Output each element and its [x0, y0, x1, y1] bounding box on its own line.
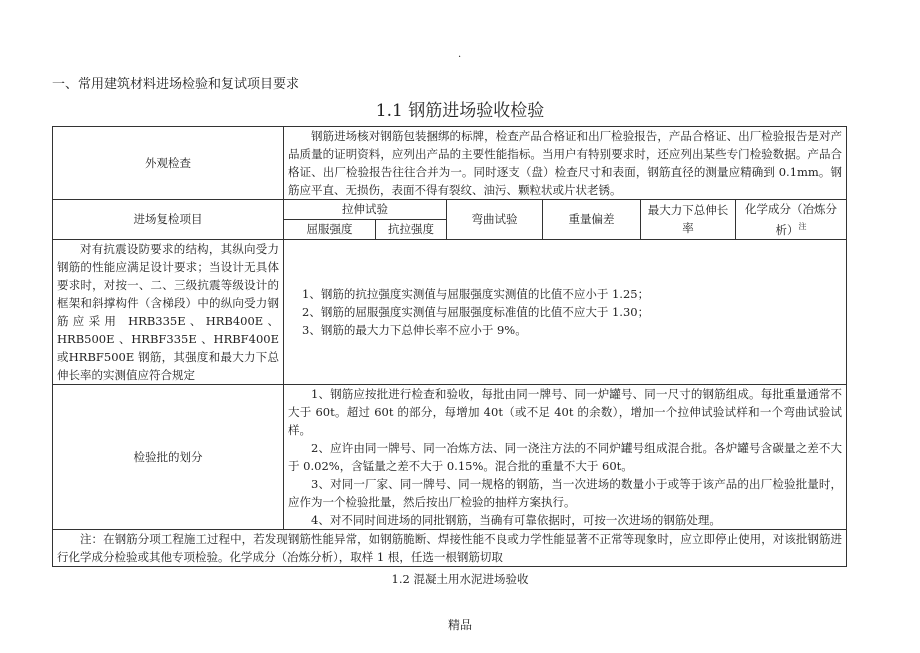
tensile-header: 拉伸试验 — [284, 200, 447, 220]
appearance-row — [53, 127, 847, 200]
page-footer: 精品 — [447, 617, 472, 632]
chemical-header — [736, 200, 847, 240]
weight-header: 重量偏差 — [543, 200, 641, 240]
seismic-item: 1、钢筋的抗拉强度实测值与屈服强度实测值的比值不应小于 1.25； — [302, 286, 650, 301]
retest-label: 进场复检项目 — [53, 200, 284, 240]
seismic-label: 对有抗震设防要求的结构，其纵向受力钢筋的性能应满足设计要求；当设计无具体要求时，对按一、二、三级抗震等级设计的框架和斜撑构件（含梯段）中的纵向受力钢筋应采用 HRB335E、HRB400E、HRB500E 、HRBF335E 、HRBF400E 或HRBF500E 钢筋，其强度和最大力下总伸长率的实测值应符合规定 — [57, 241, 279, 382]
bend-header: 弯曲试验 — [447, 200, 543, 240]
elongation-header: 最大力下总伸长率 — [641, 200, 736, 240]
seismic-row — [53, 239, 847, 384]
appearance-text: 钢筋进场核对钢筋包装捆绑的标牌，检查产品合格证和出厂检验报告，产品合格证、出厂检验报告是对产品质量的证明资料，应列出产品的主要性能指标。当用户有特别要求时，还应列出某些专门检验数据。产品合格证、出厂检验报告往往合并为一。同时逐支（盘）检查尺寸和表面，钢筋直径的测量应精确到 0.1mm。钢筋应平直、无损伤，表面不得有裂纹、油污、颗粒状或片状老锈。 — [288, 129, 843, 197]
note-row — [53, 529, 847, 566]
batch-item: 2、应许由同一牌号、同一冶炼方法、同一浇注方法的不同炉罐号组成混合批。各炉罐号含碳量之差不大于 0.02%，含锰量之差不大于 0.15%。混合批的重量不大于 60t。 — [288, 440, 843, 473]
appearance-label: 外观检查 — [53, 127, 284, 200]
note-text: 注：在钢筋分项工程施工过程中，若发现钢筋性能异常，如钢筋脆断、焊接性能不良或力学性能显著不正常等现象时，应立即停止使用，对该批钢筋进行化学成分检验或其他专项检验。化学成分（冶炼分析），取样 1 根，任选一根钢筋切取 — [57, 531, 843, 564]
chemical-label: 化学成分（冶炼分析） — [745, 202, 837, 237]
seismic-item: 3、钢筋的最大力下总伸长率不应小于 9%。 — [302, 322, 527, 337]
header-dot: . — [458, 49, 462, 60]
chemical-note-mark: 注 — [798, 222, 807, 231]
table-title: 1.1 钢筋进场验收检验 — [375, 101, 545, 121]
rebar-inspection-table — [52, 126, 847, 567]
batch-row — [53, 384, 847, 529]
ultimate-header: 抗拉强度 — [376, 219, 447, 239]
next-section-caption: 1.2 混凝土用水泥进场验收 — [391, 571, 529, 586]
batch-label: 检验批的划分 — [53, 384, 284, 529]
batch-item: 4、对不同时间进场的同批钢筋，当确有可靠依据时，可按一次进场的钢筋处理。 — [311, 512, 721, 527]
seismic-item: 2、钢筋的屈服强度实测值与屈服强度标准值的比值不应大于 1.30； — [302, 304, 650, 319]
batch-item: 3、对同一厂家、同一牌号、同一规格的钢筋，当一次进场的数量小于或等于该产品的出厂检验批量时，应作为一个检验批量，然后按出厂检验的抽样方案执行。 — [288, 476, 843, 509]
section-heading: 一、常用建筑材料进场检验和复试项目要求 — [52, 77, 300, 92]
retest-header-row — [53, 200, 847, 220]
yield-header: 屈服强度 — [284, 219, 376, 239]
batch-item: 1、钢筋应按批进行检查和验收，每批由同一牌号、同一炉罐号、同一尺寸的钢筋组成。每批重量通常不大于 60t。超过 60t 的部分，每增加 40t（或不足 40t 的余数），增加一个拉伸试验试样和一个弯曲试验试样。 — [288, 386, 843, 437]
